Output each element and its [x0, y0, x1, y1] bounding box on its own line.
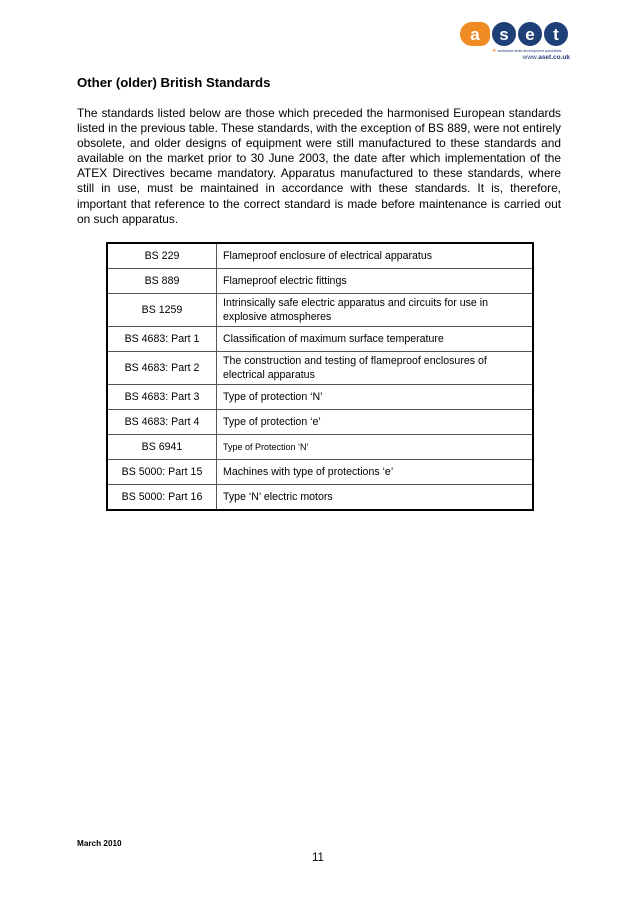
standard-code: BS 4683: Part 3 [107, 385, 217, 410]
logo-url [523, 54, 570, 61]
standard-description: The construction and testing of flameproof enclosures of electrical apparatus [217, 352, 534, 385]
standard-code: BS 889 [107, 269, 217, 294]
standard-code: BS 229 [107, 243, 217, 269]
standard-code: BS 5000: Part 15 [107, 460, 217, 485]
standard-code: BS 5000: Part 16 [107, 485, 217, 511]
standard-description: Type of protection ‘N’ [217, 385, 534, 410]
standard-description: Machines with type of protections ‘e’ [217, 460, 534, 485]
section-heading: Other (older) British Standards [77, 75, 271, 90]
logo-letter-s: s [490, 20, 518, 48]
standard-description: Flameproof electric fittings [217, 269, 534, 294]
logo-letters [458, 20, 568, 48]
table-row [107, 327, 533, 352]
standard-description: Flameproof enclosure of electrical apparatus [217, 243, 534, 269]
standard-code: BS 6941 [107, 435, 217, 460]
table-row [107, 294, 533, 327]
standard-description: Intrinsically safe electric apparatus and circuits for use in explosive atmospheres [217, 294, 534, 327]
standard-code: BS 4683: Part 2 [107, 352, 217, 385]
standard-code: BS 4683: Part 1 [107, 327, 217, 352]
standards-table [106, 242, 534, 511]
footer-date: March 2010 [77, 839, 122, 848]
standard-description: Classification of maximum surface temperature [217, 327, 534, 352]
table-row [107, 243, 533, 269]
logo-letter-a: a [458, 20, 492, 48]
standard-description: Type of Protection ‘N’ [217, 435, 534, 460]
table-row [107, 269, 533, 294]
standard-description: Type ‘N’ electric motors [217, 485, 534, 511]
logo-url-prefix: www. [522, 54, 539, 61]
table-row [107, 485, 533, 511]
table-row [107, 352, 533, 385]
aset-logo [458, 20, 570, 64]
logo-url-domain: aset.co.uk [538, 54, 570, 61]
standard-code: BS 4683: Part 4 [107, 410, 217, 435]
logo-letter-e: e [516, 20, 544, 48]
page-number: 11 [312, 852, 324, 864]
standard-description: Type of protection ‘e’ [217, 410, 534, 435]
standard-code: BS 1259 [107, 294, 217, 327]
table-row [107, 410, 533, 435]
table-row [107, 385, 533, 410]
star-icon: ★ [492, 48, 497, 54]
logo-tagline-text: worldwide skills development specialists [497, 49, 562, 53]
intro-paragraph: The standards listed below are those which preceded the harmonised European standards listed in the previous table. These standards, with the exception of BS 889, were not entirely obsolete, and older designs of equipment were still manufactured to these standards and available on the market prior to 30 June 2003, the date after which implementation of the ATEX Directives became mandatory. Apparatus manufactured to these standards, where still in use, must be maintained in accordance with these standards. It is, therefore, important that reference to the correct standard is made before maintenance is carried out on such apparatus. [77, 106, 561, 226]
table-row [107, 460, 533, 485]
logo-letter-t: t [542, 20, 570, 48]
table-row [107, 435, 533, 460]
